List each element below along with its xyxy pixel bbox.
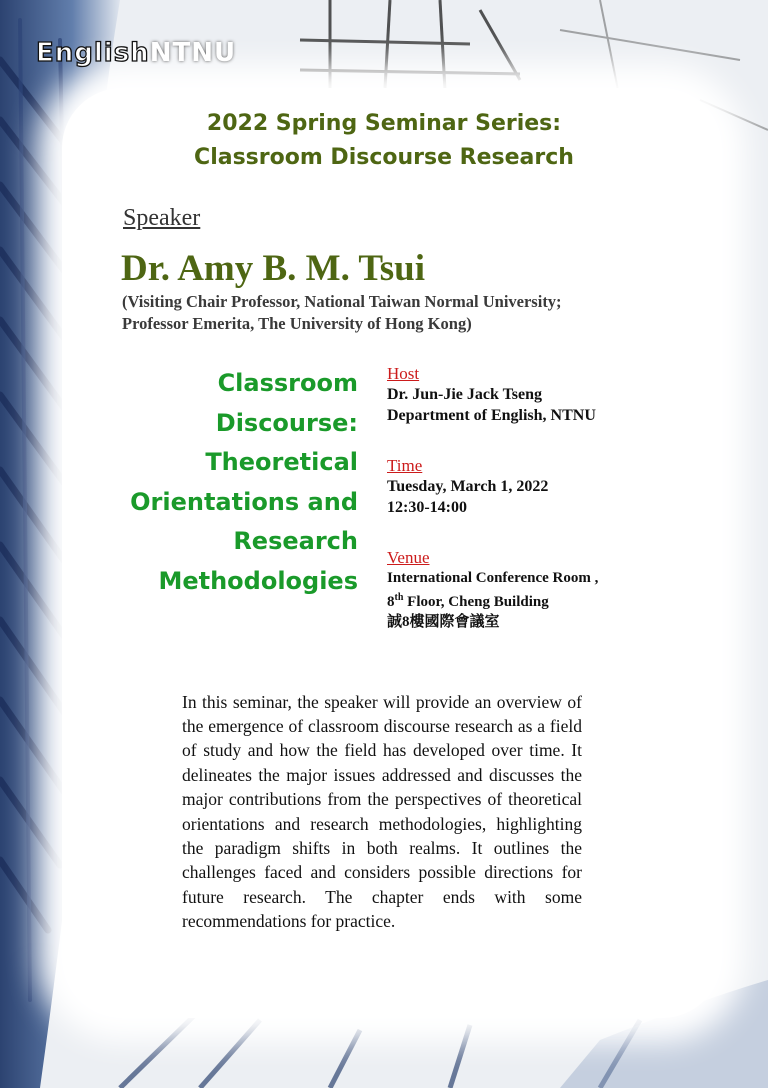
series-subtitle: Classroom Discourse Research [194, 145, 574, 170]
venue-label: Venue [387, 548, 430, 567]
talk-title-line: Research [233, 527, 358, 555]
talk-title-line: Methodologies [158, 566, 358, 595]
venue-room: International Conference Room , [387, 570, 599, 586]
series-title: 2022 Spring Seminar Series: [206, 111, 562, 136]
event-hours: 12:30-14:00 [387, 499, 467, 516]
time-section [387, 456, 548, 518]
affiliation-line: (Visiting Chair Professor, National Taiwan Normal University; [122, 292, 562, 311]
talk-title-line: Orientations and [130, 487, 358, 516]
venue-building: 8th Floor, Cheng Building [387, 592, 549, 610]
host-department: Department of English, NTNU [387, 407, 596, 424]
speaker-affiliation [122, 291, 562, 335]
talk-title-line: Classroom [217, 369, 358, 397]
speaker-name: Dr. Amy B. M. Tsui [121, 248, 425, 289]
host-label: Host [387, 364, 420, 383]
speaker-label: Speaker [123, 205, 201, 231]
talk-title [100, 364, 358, 601]
time-label: Time [387, 456, 423, 475]
talk-title-line: Theoretical [205, 448, 358, 476]
affiliation-line: Professor Emerita, The University of Hong Kong) [122, 314, 472, 333]
venue-section [387, 548, 598, 632]
host-name: Dr. Jun-Jie Jack Tseng [387, 386, 542, 403]
talk-title-line: Discourse: [215, 408, 358, 437]
venue-chinese: 誠8樓國際會議室 [387, 614, 500, 630]
event-date: Tuesday, March 1, 2022 [387, 478, 549, 495]
english-ntnu-logo: EnglishNTNU [36, 38, 237, 68]
abstract-text: In this seminar, the speaker will provide an overview of the emergence of classroom discourse research as a field of study and how the field has developed over time. It delineates the major issues addressed and discusses the major contributions from the perspectives of theoretical orientations and research methodologies, highlighting the paradigm shifts in both realms. It outlines the challenges faced and considers possible directions for future research. The chapter ends with some recommendations for practice. [182, 691, 582, 932]
host-section [387, 364, 596, 426]
